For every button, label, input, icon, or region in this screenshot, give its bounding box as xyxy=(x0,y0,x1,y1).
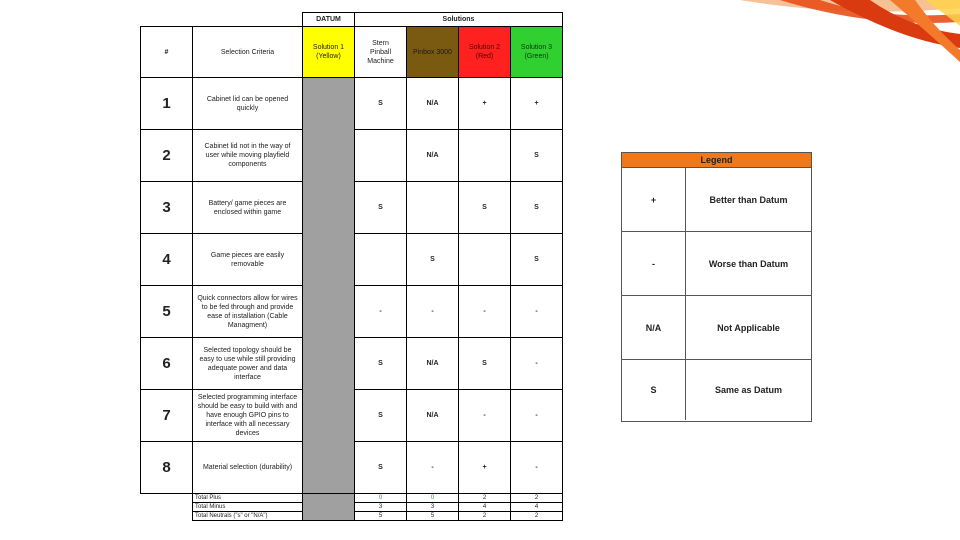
legend-meaning: Better than Datum xyxy=(709,194,788,205)
header-top-row xyxy=(141,13,563,27)
summary-value: 5 xyxy=(407,512,459,521)
value-cell xyxy=(355,130,407,182)
header-row xyxy=(141,27,563,78)
value-cell: - xyxy=(459,390,511,442)
value-cell: S xyxy=(459,182,511,234)
criteria-cell: Game pieces are easily removable xyxy=(193,234,303,286)
legend-meaning: Same as Datum xyxy=(714,385,783,395)
solution-3-header: Solution 3 (Green) xyxy=(511,27,563,78)
legend-symbol: N/A xyxy=(622,296,686,359)
value-cell xyxy=(407,182,459,234)
row-number: 4 xyxy=(141,234,193,286)
value-cell: S xyxy=(511,234,563,286)
value-cell: S xyxy=(407,234,459,286)
datum-label: DATUM xyxy=(303,13,355,27)
legend-row xyxy=(622,360,811,420)
value-cell: - xyxy=(407,286,459,338)
hash-header: # xyxy=(141,27,193,78)
criteria-cell: Cabinet lid can be opened quickly xyxy=(193,78,303,130)
value-cell: + xyxy=(459,78,511,130)
value-cell xyxy=(459,234,511,286)
row-number: 8 xyxy=(141,442,193,494)
row-number: 7 xyxy=(141,390,193,442)
value-cell xyxy=(459,130,511,182)
criteria-cell: Quick connectors allow for wires to be fed through and provide ease of installation (Cable Managment) xyxy=(193,286,303,338)
solution-2-header: Solution 2 (Red) xyxy=(459,27,511,78)
legend-row xyxy=(622,296,811,360)
datum-column xyxy=(303,494,355,521)
criteria-header: Selection Criteria xyxy=(193,27,303,78)
row-number: 5 xyxy=(141,286,193,338)
row-number: 6 xyxy=(141,338,193,390)
criteria-cell: Material selection (durability) xyxy=(193,442,303,494)
legend-box xyxy=(621,152,812,422)
value-cell: N/A xyxy=(407,130,459,182)
solutions-label: Solutions xyxy=(355,13,563,27)
summary-value: 3 xyxy=(355,503,407,512)
value-cell: S xyxy=(355,182,407,234)
criteria-cell: Selected topology should be easy to use while still providing adequate power and data interface xyxy=(193,338,303,390)
summary-value: 0 xyxy=(407,494,459,503)
pugh-matrix-table xyxy=(140,12,563,521)
value-cell: - xyxy=(511,286,563,338)
legend-symbol: S xyxy=(622,360,686,420)
value-cell: N/A xyxy=(407,390,459,442)
value-cell: N/A xyxy=(407,338,459,390)
value-cell: - xyxy=(459,286,511,338)
flame-decoration xyxy=(700,0,960,70)
legend-symbol: + xyxy=(622,168,686,231)
summary-value: 4 xyxy=(459,503,511,512)
legend-meaning: Worse than Datum xyxy=(708,258,789,269)
summary-value: 5 xyxy=(355,512,407,521)
stern-pinball-header: Stern Pinball Machine xyxy=(355,27,407,78)
row-number: 3 xyxy=(141,182,193,234)
value-cell: S xyxy=(511,130,563,182)
summary-label: Total Plus xyxy=(193,494,303,503)
value-cell: S xyxy=(459,338,511,390)
datum-column xyxy=(303,78,355,494)
legend-row xyxy=(622,168,811,232)
summary-value: 2 xyxy=(459,494,511,503)
value-cell: S xyxy=(355,338,407,390)
legend-title: Legend xyxy=(622,153,811,168)
value-cell: - xyxy=(407,442,459,494)
summary-label: Total Minus xyxy=(193,503,303,512)
row-number: 2 xyxy=(141,130,193,182)
solution-1-header: Solution 1 (Yellow) xyxy=(303,27,355,78)
row-number: 1 xyxy=(141,78,193,130)
value-cell xyxy=(355,234,407,286)
summary-row xyxy=(141,494,563,503)
summary-value: 2 xyxy=(511,494,563,503)
value-cell: - xyxy=(511,442,563,494)
value-cell: - xyxy=(511,338,563,390)
legend-row xyxy=(622,232,811,296)
summary-value: 0 xyxy=(355,494,407,503)
value-cell: S xyxy=(355,78,407,130)
value-cell: + xyxy=(511,78,563,130)
summary-value: 2 xyxy=(511,512,563,521)
summary-label: Total Neutrals ("s" or "N/A") xyxy=(193,512,303,521)
summary-value: 4 xyxy=(511,503,563,512)
criteria-cell: Battery/ game pieces are enclosed within game xyxy=(193,182,303,234)
summary-value: 2 xyxy=(459,512,511,521)
value-cell: + xyxy=(459,442,511,494)
value-cell: S xyxy=(511,182,563,234)
value-cell: - xyxy=(355,286,407,338)
criteria-cell: Cabinet lid not in the way of user while moving playfield components xyxy=(193,130,303,182)
summary-value: 3 xyxy=(407,503,459,512)
value-cell: N/A xyxy=(407,78,459,130)
value-cell: S xyxy=(355,390,407,442)
value-cell: S xyxy=(355,442,407,494)
value-cell: - xyxy=(511,390,563,442)
legend-meaning: Not Applicable xyxy=(717,322,780,333)
criteria-cell: Selected programming interface should be easy to build with and have enough GPIO pins to interface with all necessary devices xyxy=(193,390,303,442)
table-row xyxy=(141,78,563,130)
legend-symbol: - xyxy=(622,232,686,295)
pinbox-header: Pinbox 3000 xyxy=(407,27,459,78)
